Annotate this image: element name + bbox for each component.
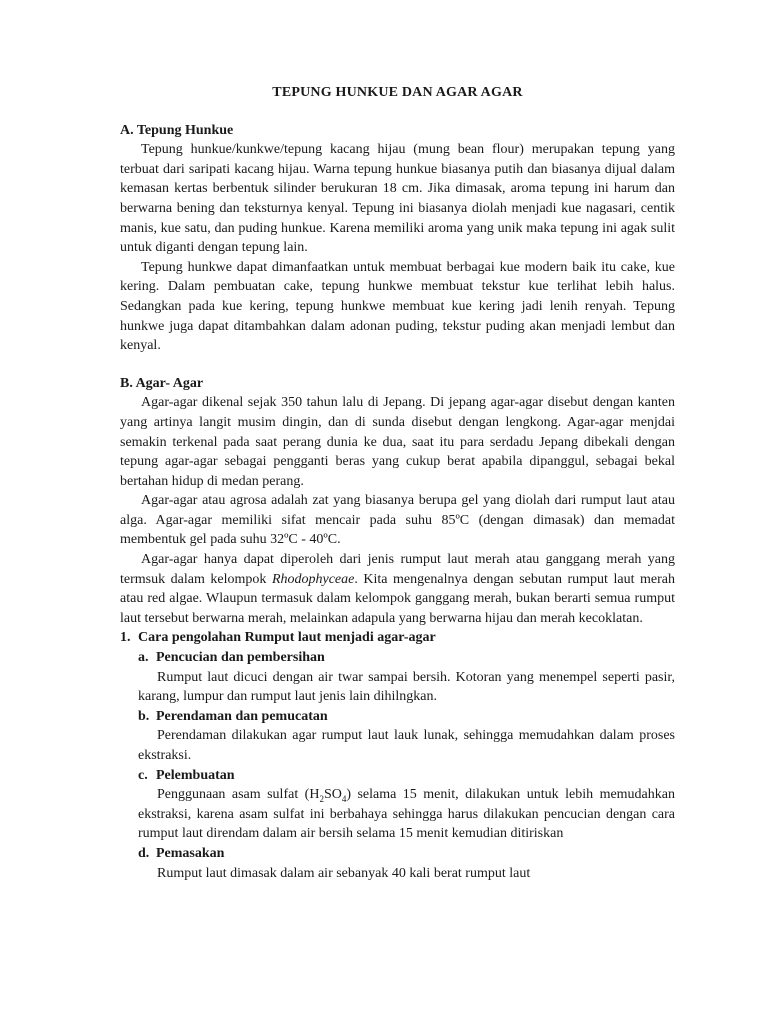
document-title: TEPUNG HUNKUE DAN AGAR AGAR	[272, 85, 523, 100]
sub-heading-d	[138, 844, 675, 864]
section-b-heading: B. Agar- Agar	[120, 375, 204, 391]
sub-title-b: Perendaman dan pemucatan	[156, 708, 328, 724]
section-b-paragraph-2: Agar-agar atau agrosa adalah zat yang biasanya berupa gel yang diolah dari rumput laut atau alga. Agar-agar memiliki sifat mencair pada suhu 85ºC (dengan dimasak) dan memadat membentuk gel pada suhu 32ºC - 40ºC.	[120, 493, 675, 548]
sub-paragraph-c	[138, 785, 675, 844]
rhodophyceae-term: Rhodophyceae	[271, 571, 355, 587]
subscript-4: 4	[341, 793, 347, 804]
sub-heading-b	[138, 707, 675, 727]
sub-paragraph-a: Rumput laut dicuci dengan air twar sampai bersih. Kotoran yang menempel seperti pasir, karang, lumpur dan rumput laut jenis lain dihilngkan.	[138, 669, 675, 705]
sub-letter-c: c.	[138, 767, 148, 783]
section-b-paragraph-1: Agar-agar dikenal sejak 350 tahun lalu di Jepang. Di jepang agar-agar disebut dengan kanten yang artinya langit musim dingin, dan di sunda disebut dengan lengkong. Agar-agar menjdai semakin terkenal pada saat perang dunia ke dua, saat itu para serdadu Jepang dibekali dengan tepung agar-agar sebagai pengganti beras yang cukup berat apabila dipanggul, sebagai bekal bertahan hidup di medan perang.	[120, 395, 675, 489]
sub-heading-a	[138, 648, 675, 668]
list-heading-1	[120, 628, 675, 648]
sub-paragraph-d: Rumput laut dimasak dalam air sebanyak 40 kali berat rumput laut	[157, 865, 531, 881]
subscript-2: 2	[319, 793, 324, 804]
sub-paragraph-b: Perendaman dilakukan agar rumput laut lauk lunak, sehingga memudahkan dalam proses ekstraksi.	[138, 728, 675, 763]
list-number: 1.	[120, 630, 131, 646]
paragraph-3-text-start: Agar-agar hanya dapat diperoleh dari jenis rumput laut merah atau ganggang merah yang termsuk dalam kelompok	[120, 552, 675, 587]
list-heading-text: Cara pengolahan Rumput laut menjadi agar-agar	[138, 630, 436, 646]
sub-title-a: Pencucian dan pembersihan	[156, 650, 325, 666]
section-a-paragraph-1: Tepung hunkue/kunkwe/tepung kacang hijau (mung bean flour) merupakan tepung yang terbuat dari saripati kacang hijau. Warna tepung hunkue biasanya putih dan biasanya dijual dalam kemasan kertas berbentuk silinder berukuran 18 cm. Jika dimasak, aroma tepung ini harum dan berwarna bening dan teksturnya kenyal. Tepung ini biasanya diolah menjadi kue nagasari, centik manis, kue satu, dan puding hunkue. Karena memiliki aroma yang unik maka tepung ini agak sulit untuk diganti dengan tepung lain.	[120, 142, 675, 256]
section-b-paragraph-3	[120, 550, 675, 628]
sub-c-text-end: ) selama 15 menit, dilakukan untuk lebih memudahkan ekstraksi, karena asam sulfat ini berbahaya sehingga harus dilakukan pencucian dengan cara rumput laut direndam dalam air bersih selama 15 menit kemudian ditiriskan	[138, 787, 675, 842]
sub-c-text-start: Penggunaan asam sulfat (H	[157, 787, 320, 803]
sub-heading-c	[138, 766, 675, 786]
sub-letter-a: a.	[138, 650, 149, 666]
sub-letter-b: b.	[138, 708, 150, 724]
paragraph-3-text-end: . Kita mengenalnya dengan sebutan rumput laut merah atau red algae. Wlaupun termasuk dalam kelompok ganggang merah, bukan berarti semua rumput laut tersebut berwarna merah, melainkan adapula yang berwarna hijau dan merah kecoklatan.	[120, 571, 675, 626]
section-a-heading: A. Tepung Hunkue	[120, 122, 234, 138]
section-a-paragraph-2: Tepung hunkwe dapat dimanfaatkan untuk membuat berbagai kue modern baik itu cake, kue kering. Dalam pembuatan cake, tepung hunkwe membuat tekstur kue terlihat lebih halus. Sedangkan pada kue kering, tepung hunkwe membuat kue kering jadi lenih renyah. Tepung hunkwe juga dapat ditambahkan dalam adonan puding, tekstur puding akan menjadi lembut dan kenyal.	[120, 259, 675, 354]
sub-c-text-mid: SO	[323, 787, 342, 803]
sub-title-d: Pemasakan	[156, 845, 225, 861]
sub-letter-d: d.	[138, 845, 150, 861]
sub-title-c: Pelembuatan	[156, 767, 235, 783]
section-spacer	[120, 356, 675, 374]
document-page	[120, 83, 675, 883]
